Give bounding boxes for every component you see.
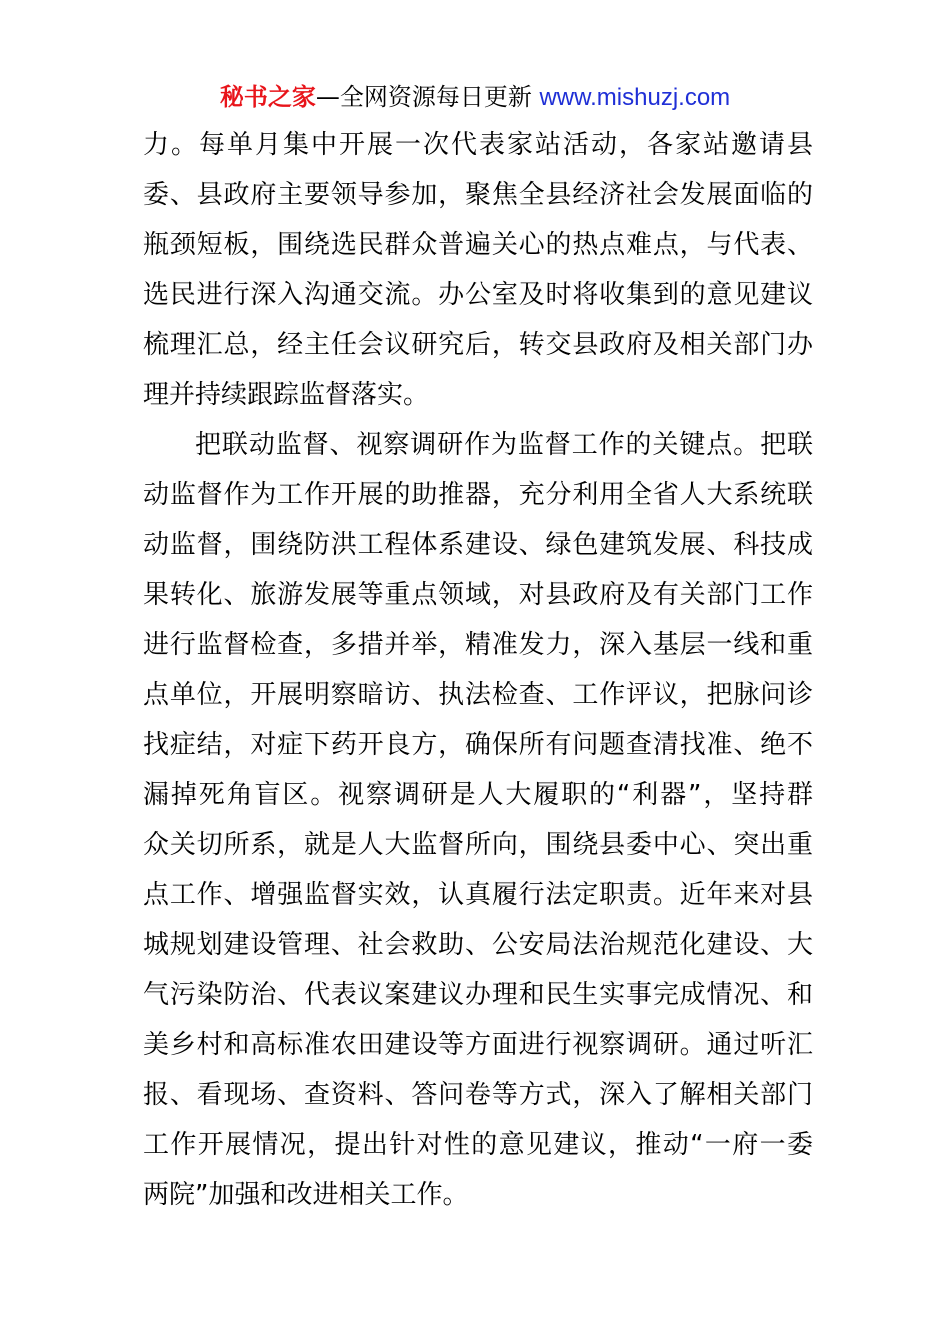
site-brand: 秘书之家 bbox=[219, 83, 316, 111]
text-line: 气污染防治、代表议案建议办理和民生实事完成情况、和 bbox=[143, 980, 813, 1010]
paragraph-1 bbox=[143, 120, 813, 420]
text-line: 点工作、增强监督实效，认真履行法定职责。近年来对县 bbox=[143, 880, 813, 910]
text-line: 选民进行深入沟通交流。办公室及时将收集到的意见建议 bbox=[143, 280, 813, 310]
text-line: 漏掉死角盲区。视察调研是人大履职的“利器”，坚持群 bbox=[143, 780, 813, 810]
text-line: 点单位，开展明察暗访、执法检查、工作评议，把脉问诊 bbox=[143, 680, 813, 710]
text-line: 找症结，对症下药开良方，确保所有问题查清找准、绝不 bbox=[143, 730, 813, 760]
text-line: 把联动监督、视察调研作为监督工作的关键点。把联 bbox=[195, 430, 813, 460]
site-header bbox=[0, 80, 950, 115]
site-url[interactable]: www.mishuzj.com bbox=[539, 84, 731, 111]
text-line: 报、看现场、查资料、答问卷等方式，深入了解相关部门 bbox=[143, 1080, 813, 1110]
text-line: 力。每单月集中开展一次代表家站活动，各家站邀请县 bbox=[143, 130, 813, 160]
document-body bbox=[143, 120, 813, 1220]
text-line: 工作开展情况，提出针对性的意见建议，推动“一府一委 bbox=[143, 1130, 813, 1160]
text-line: 果转化、旅游发展等重点领域，对县政府及有关部门工作 bbox=[143, 580, 813, 610]
text-line: 众关切所系，就是人大监督所向，围绕县委中心、突出重 bbox=[143, 830, 813, 860]
paragraph-2 bbox=[143, 420, 813, 1220]
text-line: 进行监督检查，多措并举，精准发力，深入基层一线和重 bbox=[143, 630, 813, 660]
text-line: 美乡村和高标准农田建设等方面进行视察调研。通过听汇 bbox=[143, 1030, 813, 1060]
text-line: 委、县政府主要领导参加，聚焦全县经济社会发展面临的 bbox=[143, 180, 813, 210]
text-line: 动监督作为工作开展的助推器，充分利用全省人大系统联 bbox=[143, 480, 813, 510]
text-line: 理并持续跟踪监督落实。 bbox=[143, 380, 430, 410]
text-line: 城规划建设管理、社会救助、公安局法治规范化建设、大 bbox=[143, 930, 813, 960]
text-line: 两院”加强和改进相关工作。 bbox=[143, 1180, 469, 1210]
site-tagline: —全网资源每日更新 bbox=[315, 83, 532, 111]
text-line: 动监督，围绕防洪工程体系建设、绿色建筑发展、科技成 bbox=[143, 530, 813, 560]
text-line: 瓶颈短板，围绕选民群众普遍关心的热点难点，与代表、 bbox=[143, 230, 813, 260]
text-line: 梳理汇总，经主任会议研究后，转交县政府及相关部门办 bbox=[143, 330, 813, 360]
